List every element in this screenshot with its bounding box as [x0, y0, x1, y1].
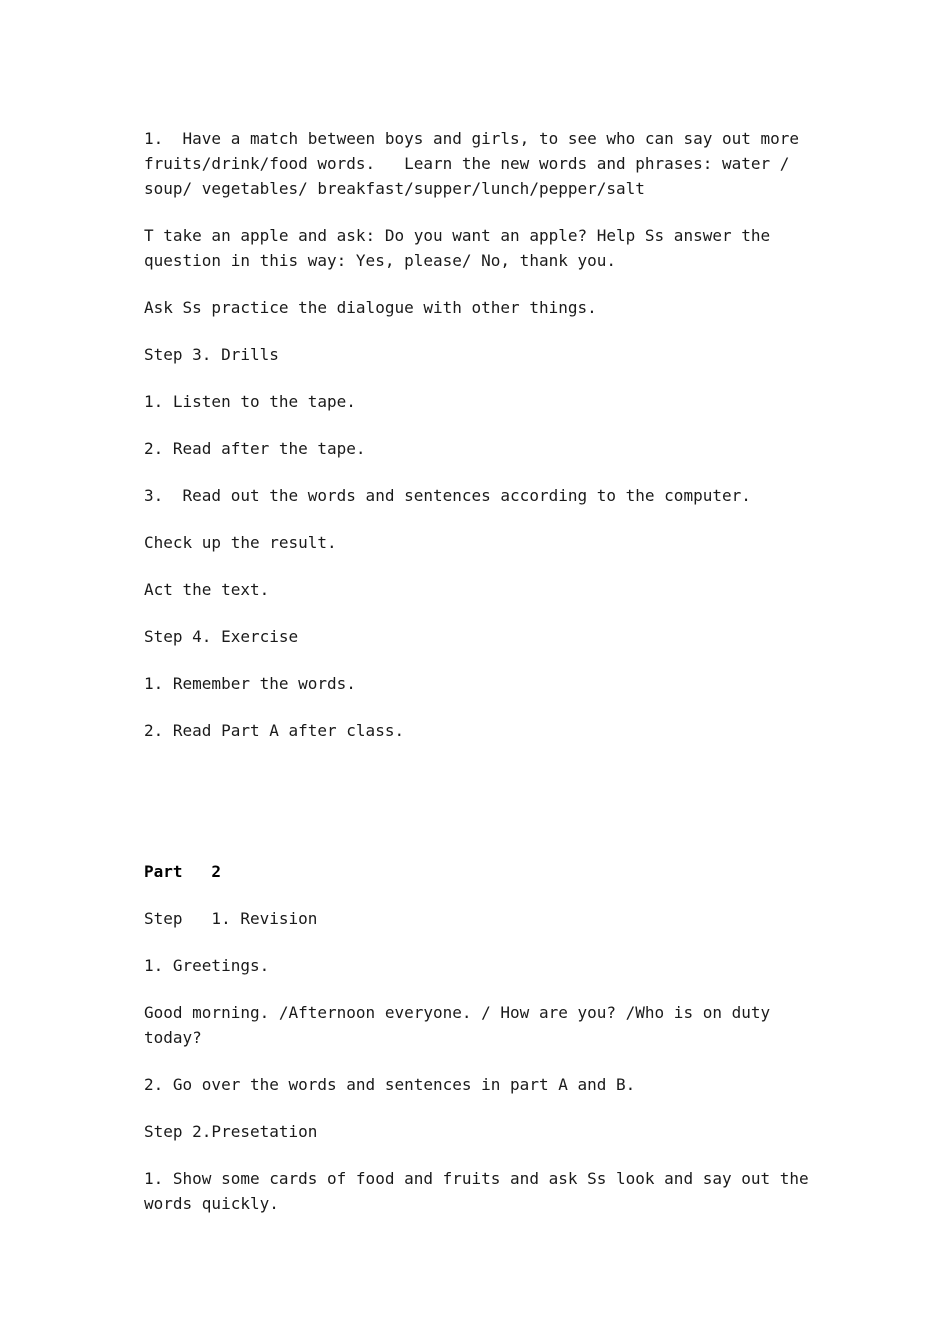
- apple-paragraph: T take an apple and ask: Do you want an apple? Help Ss answer the question in this way: Yes, please/ No, thank you.: [144, 226, 780, 270]
- act-text-line: Act the text.: [144, 580, 270, 599]
- greetings-text: Good morning. /Afternoon everyone. / How are you? /Who is on duty today?: [144, 1003, 780, 1047]
- check-result-line: Check up the result.: [144, 533, 337, 552]
- greetings-title: 1. Greetings.: [144, 956, 270, 975]
- step2-heading: Step 2.Presetation: [144, 1122, 318, 1141]
- drill-item-1: 1. Listen to the tape.: [144, 392, 356, 411]
- show-cards-paragraph: 1. Show some cards of food and fruits and ask Ss look and say out the words quickly.: [144, 1169, 819, 1213]
- part-2-heading: Part 2: [144, 862, 222, 881]
- document-page: [144, 126, 819, 1238]
- step3-heading: Step 3. Drills: [144, 345, 279, 364]
- match-paragraph: 1. Have a match between boys and girls, to see who can say out more fruits/drink/food words. Learn the new words and phrases: water / soup/ vegetables/ breakfast/supper/lunch/pepper/salt: [144, 129, 809, 198]
- practice-paragraph: Ask Ss practice the dialogue with other things.: [144, 298, 597, 317]
- drill-item-3: 3. Read out the words and sentences according to the computer.: [144, 486, 751, 505]
- exercise-item-2: 2. Read Part A after class.: [144, 721, 405, 740]
- step1-heading: Step 1. Revision: [144, 909, 318, 928]
- drill-item-2: 2. Read after the tape.: [144, 439, 366, 458]
- exercise-item-1: 1. Remember the words.: [144, 674, 356, 693]
- go-over-line: 2. Go over the words and sentences in part A and B.: [144, 1075, 636, 1094]
- step4-heading: Step 4. Exercise: [144, 627, 299, 646]
- section-spacer: [144, 765, 816, 859]
